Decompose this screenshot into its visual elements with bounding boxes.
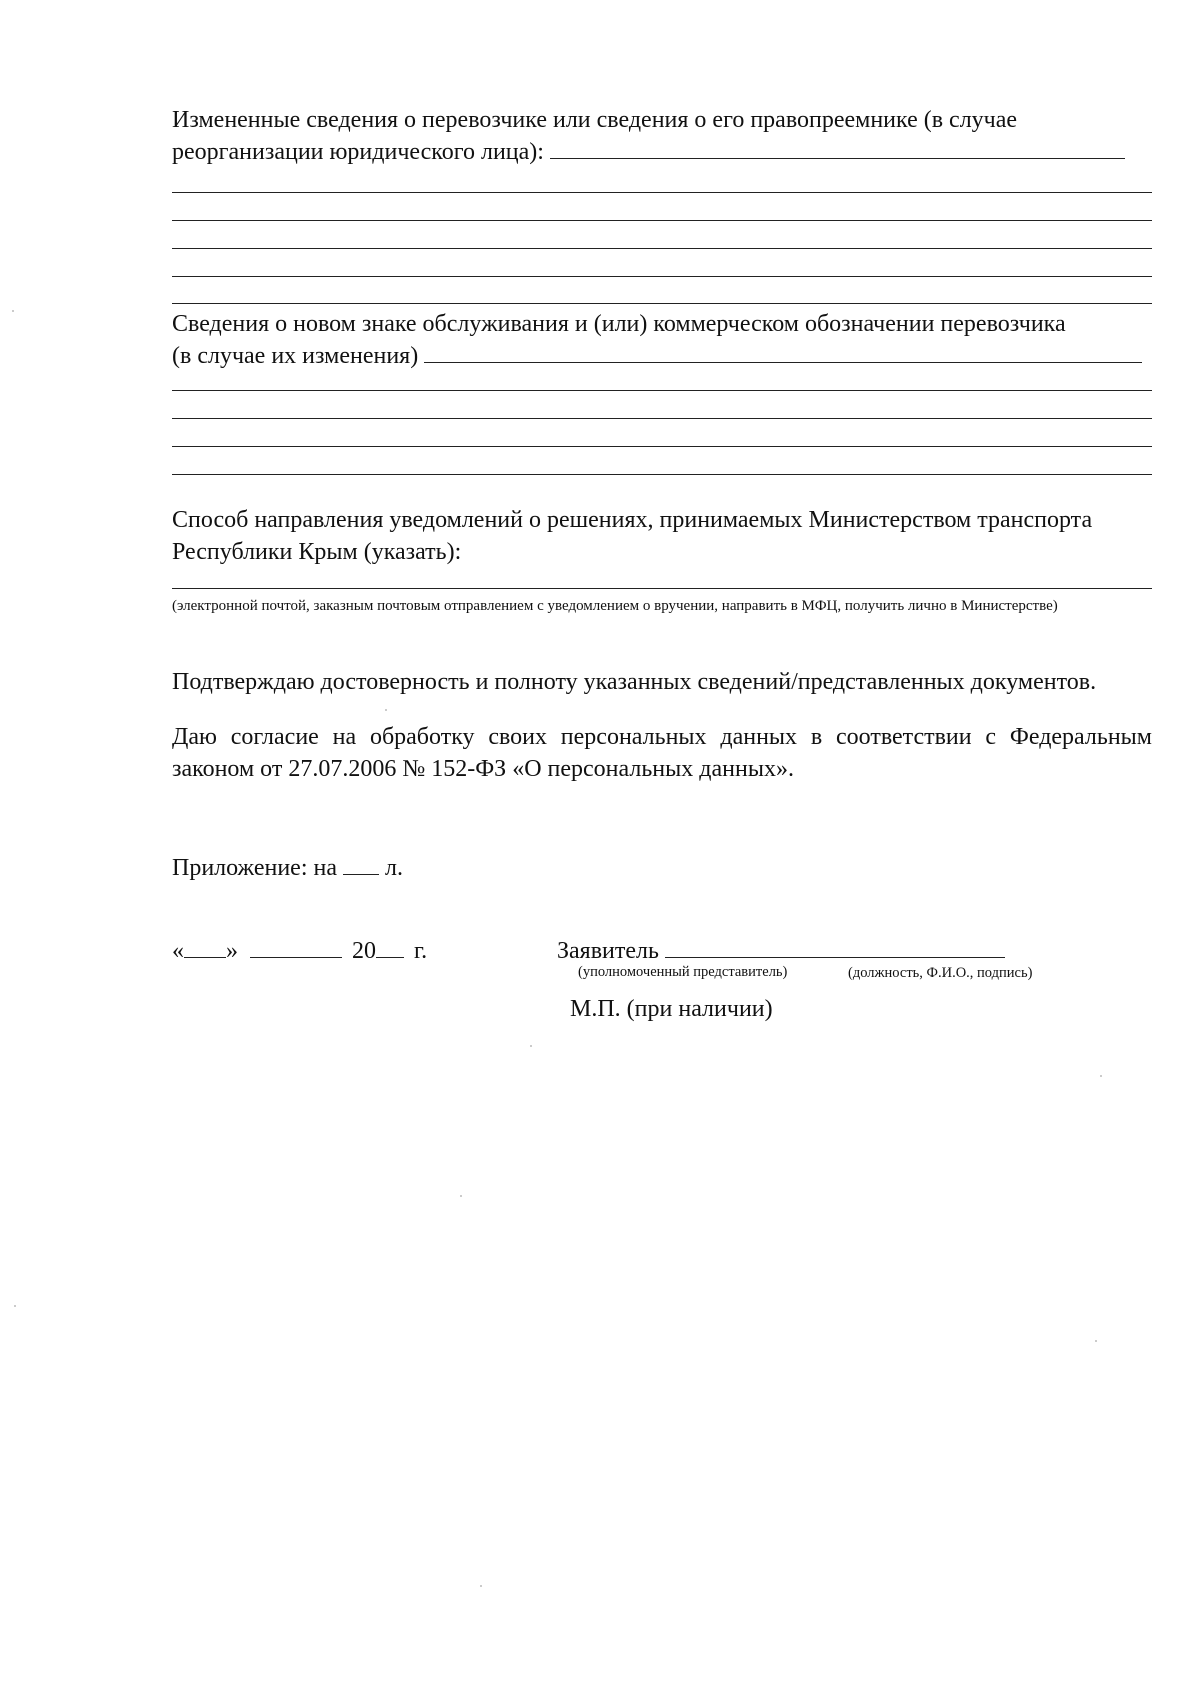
scan-speck: [530, 1045, 532, 1047]
changed-info-line[interactable]: [172, 220, 1152, 221]
confirmation-text: Подтверждаю достоверность и полноту указанных сведений/представленных документов.: [172, 669, 1097, 695]
scan-speck: [14, 1305, 16, 1307]
changed-info-line[interactable]: [172, 192, 1152, 193]
signature-caption-right: (должность, Ф.И.О., подпись): [848, 965, 1033, 981]
date-year-suffix: г.: [414, 938, 428, 964]
notification-line1: Способ направления уведомлений о решениях, принимаемых Министерством транспорта: [172, 507, 1093, 533]
scan-speck: [1095, 1340, 1097, 1342]
scan-speck: [460, 1195, 462, 1197]
consent-text: Даю согласие на обработку своих персональных данных в соответствии с Федеральным законом от 27.07.2006 № 152-ФЗ «О персональных данных».: [172, 724, 1152, 782]
changed-info-field[interactable]: [550, 138, 1125, 159]
date-close-quote: »: [226, 938, 238, 964]
service-mark-field[interactable]: [424, 342, 1142, 363]
notification-line2: Республики Крым (указать):: [172, 539, 462, 565]
date-year-field[interactable]: [376, 937, 404, 958]
scan-speck: [12, 310, 14, 312]
scan-speck: [1100, 1075, 1102, 1077]
service-mark-paragraph: [172, 308, 1152, 372]
date-open-quote: «: [172, 938, 184, 964]
service-mark-line[interactable]: [172, 418, 1152, 419]
notification-method-field[interactable]: [172, 588, 1152, 589]
service-mark-line1: Сведения о новом знаке обслуживания и (или) коммерческом обозначении перевозчика: [172, 311, 1066, 337]
date-line: [172, 936, 427, 966]
scan-speck: [385, 709, 387, 711]
changed-info-line[interactable]: [172, 303, 1152, 304]
signature-caption-left: (уполномоченный представитель): [578, 964, 788, 980]
changed-info-line2: реорганизации юридического лица):: [172, 139, 544, 165]
service-mark-line2: (в случае их изменения): [172, 343, 419, 369]
changed-info-line[interactable]: [172, 248, 1152, 249]
date-year-prefix: 20: [352, 938, 376, 964]
changed-info-paragraph: [172, 104, 1152, 168]
scan-speck: [480, 1585, 482, 1587]
service-mark-line[interactable]: [172, 390, 1152, 391]
attachment-line: [172, 853, 403, 883]
date-month-field[interactable]: [250, 937, 342, 958]
applicant-signature-field[interactable]: [665, 937, 1005, 958]
applicant-label: Заявитель: [557, 938, 659, 964]
notification-paragraph: [172, 504, 1152, 568]
service-mark-line[interactable]: [172, 474, 1152, 475]
attachment-prefix: Приложение: на: [172, 855, 337, 881]
attachment-pages-field[interactable]: [343, 854, 379, 875]
changed-info-line1: Измененные сведения о перевозчике или сведения о его правопреемнике (в случае: [172, 107, 1018, 133]
date-day-field[interactable]: [184, 937, 226, 958]
notification-note: (электронной почтой, заказным почтовым отправлением с уведомлением о вручении, направить в МФЦ, получить лично в Министерстве): [172, 598, 1058, 614]
attachment-suffix: л.: [384, 855, 403, 881]
changed-info-line[interactable]: [172, 276, 1152, 277]
stamp-place: М.П. (при наличии): [570, 996, 773, 1022]
signature-line: [557, 936, 1005, 966]
service-mark-line[interactable]: [172, 446, 1152, 447]
